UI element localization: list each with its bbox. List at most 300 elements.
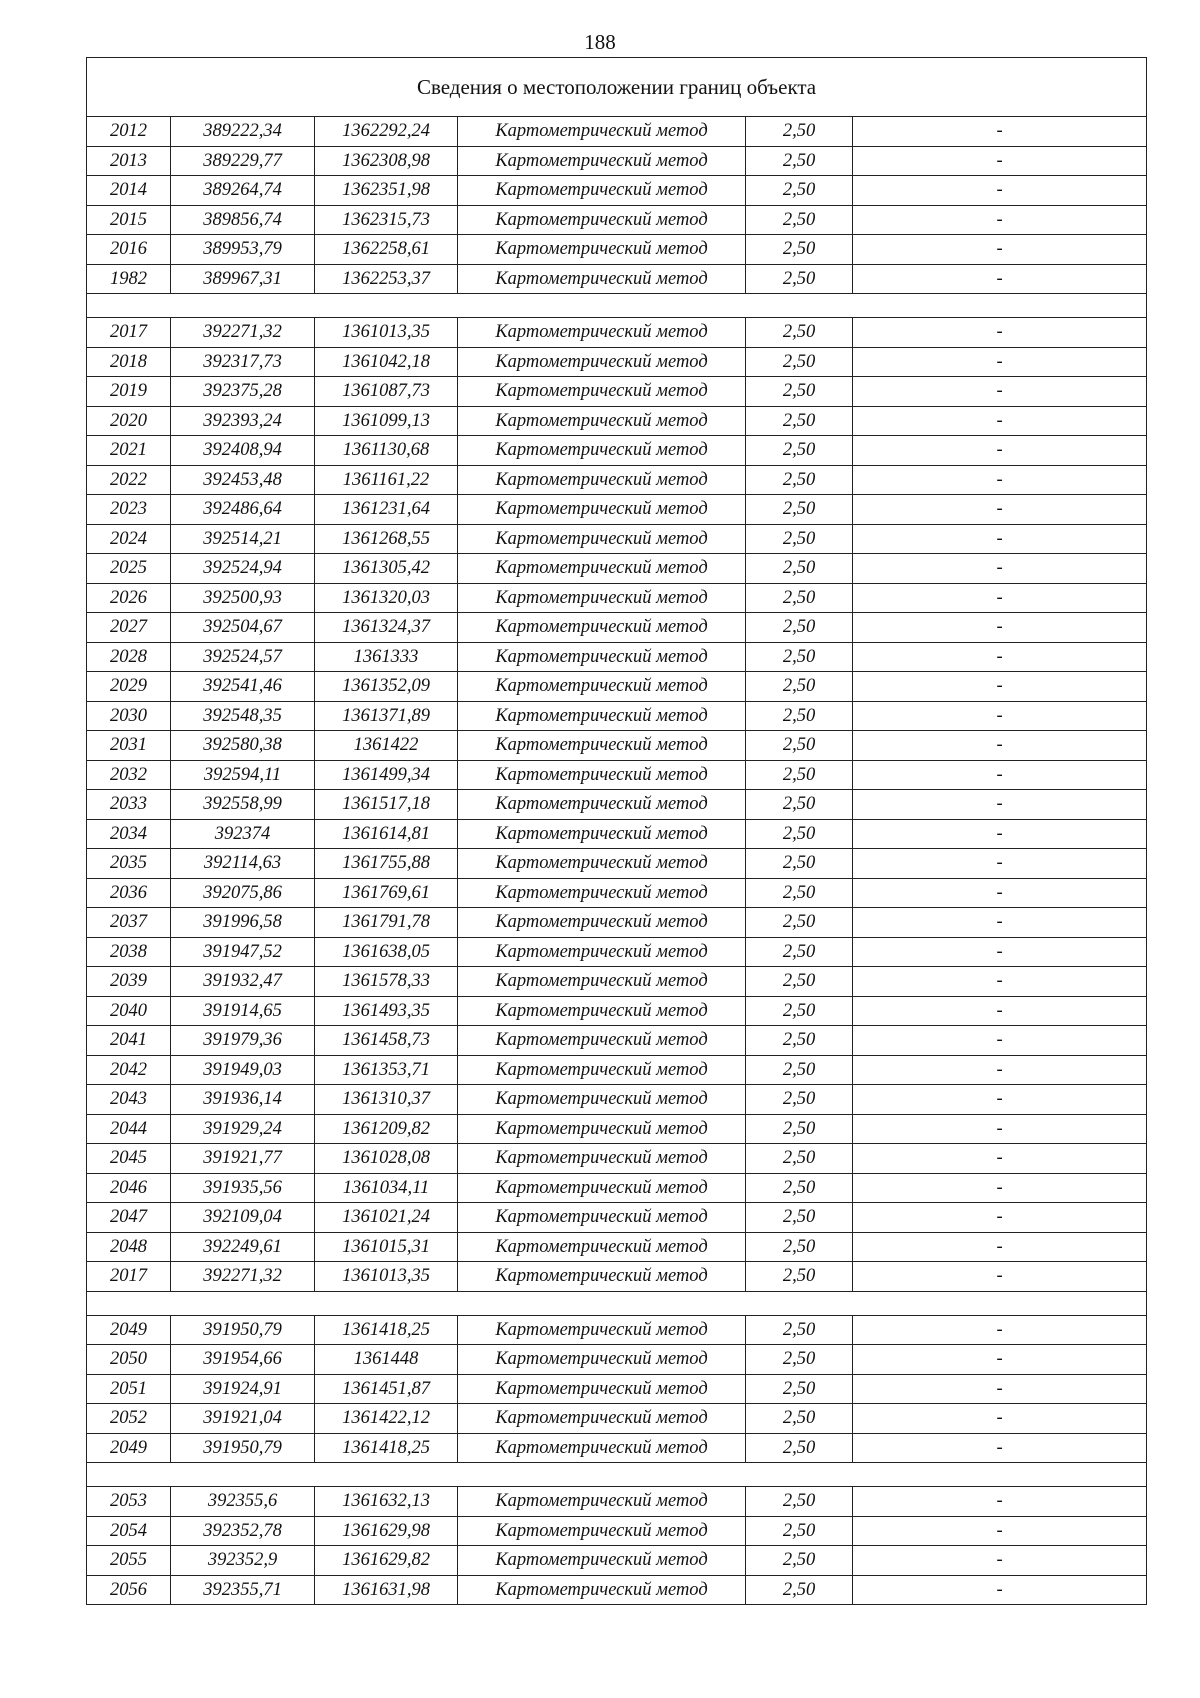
description-cell: - <box>853 117 1147 147</box>
method-cell: Картометрический метод <box>458 495 746 525</box>
method-cell: Картометрический метод <box>458 1345 746 1375</box>
description-cell: - <box>853 205 1147 235</box>
group-separator-row <box>87 1291 1147 1315</box>
accuracy-cell: 2,50 <box>746 205 853 235</box>
table-row <box>87 1262 1147 1292</box>
description-cell: - <box>853 1516 1147 1546</box>
description-cell: - <box>853 790 1147 820</box>
point-number-cell: 2032 <box>87 760 171 790</box>
accuracy-cell: 2,50 <box>746 672 853 702</box>
y-coordinate-cell: 1361013,35 <box>315 318 458 348</box>
description-cell: - <box>853 1144 1147 1174</box>
table-row <box>87 1546 1147 1576</box>
y-coordinate-cell: 1361130,68 <box>315 436 458 466</box>
method-cell: Картометрический метод <box>458 672 746 702</box>
description-cell: - <box>853 1085 1147 1115</box>
point-number-cell: 2014 <box>87 176 171 206</box>
y-coordinate-cell: 1361418,25 <box>315 1315 458 1345</box>
x-coordinate-cell: 392249,61 <box>171 1232 315 1262</box>
accuracy-cell: 2,50 <box>746 264 853 294</box>
description-cell: - <box>853 554 1147 584</box>
x-coordinate-cell: 392352,9 <box>171 1546 315 1576</box>
x-coordinate-cell: 392486,64 <box>171 495 315 525</box>
point-number-cell: 2024 <box>87 524 171 554</box>
description-cell: - <box>853 731 1147 761</box>
y-coordinate-cell: 1361042,18 <box>315 347 458 377</box>
accuracy-cell: 2,50 <box>746 1055 853 1085</box>
y-coordinate-cell: 1361629,98 <box>315 1516 458 1546</box>
method-cell: Картометрический метод <box>458 1026 746 1056</box>
table-row <box>87 1144 1147 1174</box>
description-cell: - <box>853 176 1147 206</box>
description-cell: - <box>853 937 1147 967</box>
y-coordinate-cell: 1361333 <box>315 642 458 672</box>
y-coordinate-cell: 1361629,82 <box>315 1546 458 1576</box>
method-cell: Картометрический метод <box>458 1055 746 1085</box>
x-coordinate-cell: 392580,38 <box>171 731 315 761</box>
accuracy-cell: 2,50 <box>746 1404 853 1434</box>
point-number-cell: 2025 <box>87 554 171 584</box>
x-coordinate-cell: 392374 <box>171 819 315 849</box>
point-number-cell: 2043 <box>87 1085 171 1115</box>
x-coordinate-cell: 392514,21 <box>171 524 315 554</box>
table-row <box>87 1315 1147 1345</box>
method-cell: Картометрический метод <box>458 760 746 790</box>
accuracy-cell: 2,50 <box>746 996 853 1026</box>
y-coordinate-cell: 1361353,71 <box>315 1055 458 1085</box>
point-number-cell: 2030 <box>87 701 171 731</box>
table-row <box>87 465 1147 495</box>
table-row <box>87 1374 1147 1404</box>
accuracy-cell: 2,50 <box>746 701 853 731</box>
accuracy-cell: 2,50 <box>746 176 853 206</box>
method-cell: Картометрический метод <box>458 583 746 613</box>
x-coordinate-cell: 391950,79 <box>171 1315 315 1345</box>
accuracy-cell: 2,50 <box>746 1487 853 1517</box>
method-cell: Картометрический метод <box>458 117 746 147</box>
table-row <box>87 613 1147 643</box>
point-number-cell: 2021 <box>87 436 171 466</box>
accuracy-cell: 2,50 <box>746 146 853 176</box>
x-coordinate-cell: 391932,47 <box>171 967 315 997</box>
table-row <box>87 554 1147 584</box>
accuracy-cell: 2,50 <box>746 1026 853 1056</box>
description-cell: - <box>853 1114 1147 1144</box>
x-coordinate-cell: 392393,24 <box>171 406 315 436</box>
x-coordinate-cell: 392548,35 <box>171 701 315 731</box>
y-coordinate-cell: 1361448 <box>315 1345 458 1375</box>
method-cell: Картометрический метод <box>458 908 746 938</box>
accuracy-cell: 2,50 <box>746 318 853 348</box>
accuracy-cell: 2,50 <box>746 1374 853 1404</box>
description-cell: - <box>853 1374 1147 1404</box>
point-number-cell: 2046 <box>87 1173 171 1203</box>
method-cell: Картометрический метод <box>458 1173 746 1203</box>
y-coordinate-cell: 1362253,37 <box>315 264 458 294</box>
description-cell: - <box>853 1232 1147 1262</box>
x-coordinate-cell: 391936,14 <box>171 1085 315 1115</box>
accuracy-cell: 2,50 <box>746 554 853 584</box>
table-row <box>87 583 1147 613</box>
y-coordinate-cell: 1362292,24 <box>315 117 458 147</box>
method-cell: Картометрический метод <box>458 377 746 407</box>
point-number-cell: 2017 <box>87 318 171 348</box>
accuracy-cell: 2,50 <box>746 908 853 938</box>
accuracy-cell: 2,50 <box>746 465 853 495</box>
description-cell: - <box>853 1575 1147 1605</box>
group-separator-cell <box>87 1291 1147 1315</box>
table-row <box>87 937 1147 967</box>
x-coordinate-cell: 391924,91 <box>171 1374 315 1404</box>
method-cell: Картометрический метод <box>458 1404 746 1434</box>
accuracy-cell: 2,50 <box>746 1575 853 1605</box>
point-number-cell: 2054 <box>87 1516 171 1546</box>
point-number-cell: 2056 <box>87 1575 171 1605</box>
y-coordinate-cell: 1361631,98 <box>315 1575 458 1605</box>
table-row <box>87 1173 1147 1203</box>
y-coordinate-cell: 1361493,35 <box>315 996 458 1026</box>
x-coordinate-cell: 389222,34 <box>171 117 315 147</box>
point-number-cell: 1982 <box>87 264 171 294</box>
table-row <box>87 1026 1147 1056</box>
y-coordinate-cell: 1361451,87 <box>315 1374 458 1404</box>
y-coordinate-cell: 1362351,98 <box>315 176 458 206</box>
x-coordinate-cell: 391950,79 <box>171 1433 315 1463</box>
table-row <box>87 524 1147 554</box>
method-cell: Картометрический метод <box>458 347 746 377</box>
table-row <box>87 1404 1147 1434</box>
y-coordinate-cell: 1361268,55 <box>315 524 458 554</box>
method-cell: Картометрический метод <box>458 1232 746 1262</box>
accuracy-cell: 2,50 <box>746 1345 853 1375</box>
description-cell: - <box>853 146 1147 176</box>
table-row <box>87 318 1147 348</box>
x-coordinate-cell: 389967,31 <box>171 264 315 294</box>
y-coordinate-cell: 1361305,42 <box>315 554 458 584</box>
y-coordinate-cell: 1361632,13 <box>315 1487 458 1517</box>
table-row <box>87 731 1147 761</box>
point-number-cell: 2035 <box>87 849 171 879</box>
table-row <box>87 1516 1147 1546</box>
x-coordinate-cell: 391914,65 <box>171 996 315 1026</box>
method-cell: Картометрический метод <box>458 701 746 731</box>
description-cell: - <box>853 377 1147 407</box>
table-row <box>87 967 1147 997</box>
y-coordinate-cell: 1361161,22 <box>315 465 458 495</box>
method-cell: Картометрический метод <box>458 318 746 348</box>
description-cell: - <box>853 760 1147 790</box>
description-cell: - <box>853 701 1147 731</box>
y-coordinate-cell: 1361015,31 <box>315 1232 458 1262</box>
description-cell: - <box>853 996 1147 1026</box>
accuracy-cell: 2,50 <box>746 1173 853 1203</box>
accuracy-cell: 2,50 <box>746 613 853 643</box>
y-coordinate-cell: 1361458,73 <box>315 1026 458 1056</box>
point-number-cell: 2053 <box>87 1487 171 1517</box>
y-coordinate-cell: 1361638,05 <box>315 937 458 967</box>
y-coordinate-cell: 1361099,13 <box>315 406 458 436</box>
description-cell: - <box>853 318 1147 348</box>
accuracy-cell: 2,50 <box>746 583 853 613</box>
x-coordinate-cell: 392271,32 <box>171 318 315 348</box>
y-coordinate-cell: 1361769,61 <box>315 878 458 908</box>
x-coordinate-cell: 391947,52 <box>171 937 315 967</box>
method-cell: Картометрический метод <box>458 406 746 436</box>
x-coordinate-cell: 389229,77 <box>171 146 315 176</box>
method-cell: Картометрический метод <box>458 613 746 643</box>
description-cell: - <box>853 495 1147 525</box>
method-cell: Картометрический метод <box>458 1575 746 1605</box>
table-row <box>87 908 1147 938</box>
description-cell: - <box>853 1026 1147 1056</box>
point-number-cell: 2040 <box>87 996 171 1026</box>
y-coordinate-cell: 1361021,24 <box>315 1203 458 1233</box>
method-cell: Картометрический метод <box>458 146 746 176</box>
table-row <box>87 819 1147 849</box>
table-row <box>87 495 1147 525</box>
point-number-cell: 2041 <box>87 1026 171 1056</box>
accuracy-cell: 2,50 <box>746 1516 853 1546</box>
accuracy-cell: 2,50 <box>746 760 853 790</box>
accuracy-cell: 2,50 <box>746 878 853 908</box>
description-cell: - <box>853 1262 1147 1292</box>
y-coordinate-cell: 1361231,64 <box>315 495 458 525</box>
accuracy-cell: 2,50 <box>746 117 853 147</box>
y-coordinate-cell: 1361422,12 <box>315 1404 458 1434</box>
description-cell: - <box>853 849 1147 879</box>
x-coordinate-cell: 392114,63 <box>171 849 315 879</box>
x-coordinate-cell: 392317,73 <box>171 347 315 377</box>
description-cell: - <box>853 406 1147 436</box>
table-row <box>87 1085 1147 1115</box>
group-separator-row <box>87 1463 1147 1487</box>
table-row <box>87 117 1147 147</box>
method-cell: Картометрический метод <box>458 1315 746 1345</box>
y-coordinate-cell: 1361755,88 <box>315 849 458 879</box>
method-cell: Картометрический метод <box>458 1487 746 1517</box>
point-number-cell: 2012 <box>87 117 171 147</box>
accuracy-cell: 2,50 <box>746 642 853 672</box>
accuracy-cell: 2,50 <box>746 1085 853 1115</box>
group-separator-row <box>87 294 1147 318</box>
method-cell: Картометрический метод <box>458 642 746 672</box>
point-number-cell: 2022 <box>87 465 171 495</box>
y-coordinate-cell: 1361517,18 <box>315 790 458 820</box>
method-cell: Картометрический метод <box>458 524 746 554</box>
description-cell: - <box>853 1315 1147 1345</box>
table-row <box>87 436 1147 466</box>
x-coordinate-cell: 392075,86 <box>171 878 315 908</box>
table-row <box>87 377 1147 407</box>
method-cell: Картометрический метод <box>458 1374 746 1404</box>
description-cell: - <box>853 1487 1147 1517</box>
method-cell: Картометрический метод <box>458 967 746 997</box>
method-cell: Картометрический метод <box>458 205 746 235</box>
method-cell: Картометрический метод <box>458 554 746 584</box>
point-number-cell: 2048 <box>87 1232 171 1262</box>
accuracy-cell: 2,50 <box>746 406 853 436</box>
method-cell: Картометрический метод <box>458 1085 746 1115</box>
y-coordinate-cell: 1361013,35 <box>315 1262 458 1292</box>
point-number-cell: 2017 <box>87 1262 171 1292</box>
y-coordinate-cell: 1361614,81 <box>315 819 458 849</box>
point-number-cell: 2052 <box>87 1404 171 1434</box>
table-title: Сведения о местоположении границ объекта <box>87 58 1147 117</box>
x-coordinate-cell: 391949,03 <box>171 1055 315 1085</box>
point-number-cell: 2039 <box>87 967 171 997</box>
accuracy-cell: 2,50 <box>746 495 853 525</box>
method-cell: Картометрический метод <box>458 176 746 206</box>
method-cell: Картометрический метод <box>458 790 746 820</box>
group-separator-cell <box>87 294 1147 318</box>
y-coordinate-cell: 1361371,89 <box>315 701 458 731</box>
point-number-cell: 2050 <box>87 1345 171 1375</box>
description-cell: - <box>853 908 1147 938</box>
y-coordinate-cell: 1362308,98 <box>315 146 458 176</box>
description-cell: - <box>853 1345 1147 1375</box>
method-cell: Картометрический метод <box>458 849 746 879</box>
method-cell: Картометрический метод <box>458 436 746 466</box>
accuracy-cell: 2,50 <box>746 1433 853 1463</box>
point-number-cell: 2047 <box>87 1203 171 1233</box>
method-cell: Картометрический метод <box>458 1144 746 1174</box>
table-title-row <box>87 58 1147 117</box>
x-coordinate-cell: 392453,48 <box>171 465 315 495</box>
y-coordinate-cell: 1361422 <box>315 731 458 761</box>
table-row <box>87 235 1147 265</box>
accuracy-cell: 2,50 <box>746 347 853 377</box>
table-row <box>87 1114 1147 1144</box>
description-cell: - <box>853 436 1147 466</box>
point-number-cell: 2015 <box>87 205 171 235</box>
description-cell: - <box>853 672 1147 702</box>
x-coordinate-cell: 392355,71 <box>171 1575 315 1605</box>
table-row <box>87 205 1147 235</box>
point-number-cell: 2038 <box>87 937 171 967</box>
table-row <box>87 1575 1147 1605</box>
description-cell: - <box>853 1173 1147 1203</box>
accuracy-cell: 2,50 <box>746 377 853 407</box>
method-cell: Картометрический метод <box>458 1433 746 1463</box>
x-coordinate-cell: 392541,46 <box>171 672 315 702</box>
x-coordinate-cell: 392594,11 <box>171 760 315 790</box>
accuracy-cell: 2,50 <box>746 1262 853 1292</box>
x-coordinate-cell: 392375,28 <box>171 377 315 407</box>
description-cell: - <box>853 465 1147 495</box>
table-row <box>87 1487 1147 1517</box>
table-row <box>87 996 1147 1026</box>
y-coordinate-cell: 1361499,34 <box>315 760 458 790</box>
table-row <box>87 672 1147 702</box>
table-row <box>87 849 1147 879</box>
accuracy-cell: 2,50 <box>746 1203 853 1233</box>
method-cell: Картометрический метод <box>458 819 746 849</box>
y-coordinate-cell: 1361087,73 <box>315 377 458 407</box>
method-cell: Картометрический метод <box>458 731 746 761</box>
x-coordinate-cell: 392109,04 <box>171 1203 315 1233</box>
point-number-cell: 2029 <box>87 672 171 702</box>
point-number-cell: 2037 <box>87 908 171 938</box>
point-number-cell: 2026 <box>87 583 171 613</box>
y-coordinate-cell: 1361791,78 <box>315 908 458 938</box>
method-cell: Картометрический метод <box>458 937 746 967</box>
point-number-cell: 2044 <box>87 1114 171 1144</box>
point-number-cell: 2055 <box>87 1546 171 1576</box>
point-number-cell: 2045 <box>87 1144 171 1174</box>
method-cell: Картометрический метод <box>458 1203 746 1233</box>
point-number-cell: 2019 <box>87 377 171 407</box>
accuracy-cell: 2,50 <box>746 937 853 967</box>
description-cell: - <box>853 819 1147 849</box>
x-coordinate-cell: 392500,93 <box>171 583 315 613</box>
description-cell: - <box>853 613 1147 643</box>
y-coordinate-cell: 1361310,37 <box>315 1085 458 1115</box>
table-row <box>87 642 1147 672</box>
y-coordinate-cell: 1361034,11 <box>315 1173 458 1203</box>
y-coordinate-cell: 1362258,61 <box>315 235 458 265</box>
table-row <box>87 1433 1147 1463</box>
table-row <box>87 1203 1147 1233</box>
description-cell: - <box>853 347 1147 377</box>
point-number-cell: 2023 <box>87 495 171 525</box>
y-coordinate-cell: 1362315,73 <box>315 205 458 235</box>
group-separator-cell <box>87 1463 1147 1487</box>
y-coordinate-cell: 1361209,82 <box>315 1114 458 1144</box>
method-cell: Картометрический метод <box>458 1516 746 1546</box>
point-number-cell: 2031 <box>87 731 171 761</box>
point-number-cell: 2036 <box>87 878 171 908</box>
method-cell: Картометрический метод <box>458 996 746 1026</box>
accuracy-cell: 2,50 <box>746 731 853 761</box>
accuracy-cell: 2,50 <box>746 790 853 820</box>
x-coordinate-cell: 391921,77 <box>171 1144 315 1174</box>
table-row <box>87 701 1147 731</box>
accuracy-cell: 2,50 <box>746 1315 853 1345</box>
x-coordinate-cell: 391929,24 <box>171 1114 315 1144</box>
y-coordinate-cell: 1361418,25 <box>315 1433 458 1463</box>
page-number: 188 <box>584 30 616 54</box>
x-coordinate-cell: 391979,36 <box>171 1026 315 1056</box>
accuracy-cell: 2,50 <box>746 524 853 554</box>
x-coordinate-cell: 392558,99 <box>171 790 315 820</box>
x-coordinate-cell: 389264,74 <box>171 176 315 206</box>
boundary-coordinates-table <box>86 57 1147 1605</box>
description-cell: - <box>853 524 1147 554</box>
x-coordinate-cell: 392504,67 <box>171 613 315 643</box>
accuracy-cell: 2,50 <box>746 436 853 466</box>
y-coordinate-cell: 1361028,08 <box>315 1144 458 1174</box>
x-coordinate-cell: 392352,78 <box>171 1516 315 1546</box>
description-cell: - <box>853 235 1147 265</box>
x-coordinate-cell: 392271,32 <box>171 1262 315 1292</box>
y-coordinate-cell: 1361578,33 <box>315 967 458 997</box>
table-row <box>87 1055 1147 1085</box>
point-number-cell: 2027 <box>87 613 171 643</box>
point-number-cell: 2013 <box>87 146 171 176</box>
table-row <box>87 1232 1147 1262</box>
table-row <box>87 406 1147 436</box>
x-coordinate-cell: 392524,57 <box>171 642 315 672</box>
method-cell: Картометрический метод <box>458 1262 746 1292</box>
method-cell: Картометрический метод <box>458 264 746 294</box>
table-body <box>87 58 1147 1605</box>
description-cell: - <box>853 967 1147 997</box>
x-coordinate-cell: 389856,74 <box>171 205 315 235</box>
table-row <box>87 264 1147 294</box>
description-cell: - <box>853 1055 1147 1085</box>
x-coordinate-cell: 391935,56 <box>171 1173 315 1203</box>
x-coordinate-cell: 392524,94 <box>171 554 315 584</box>
